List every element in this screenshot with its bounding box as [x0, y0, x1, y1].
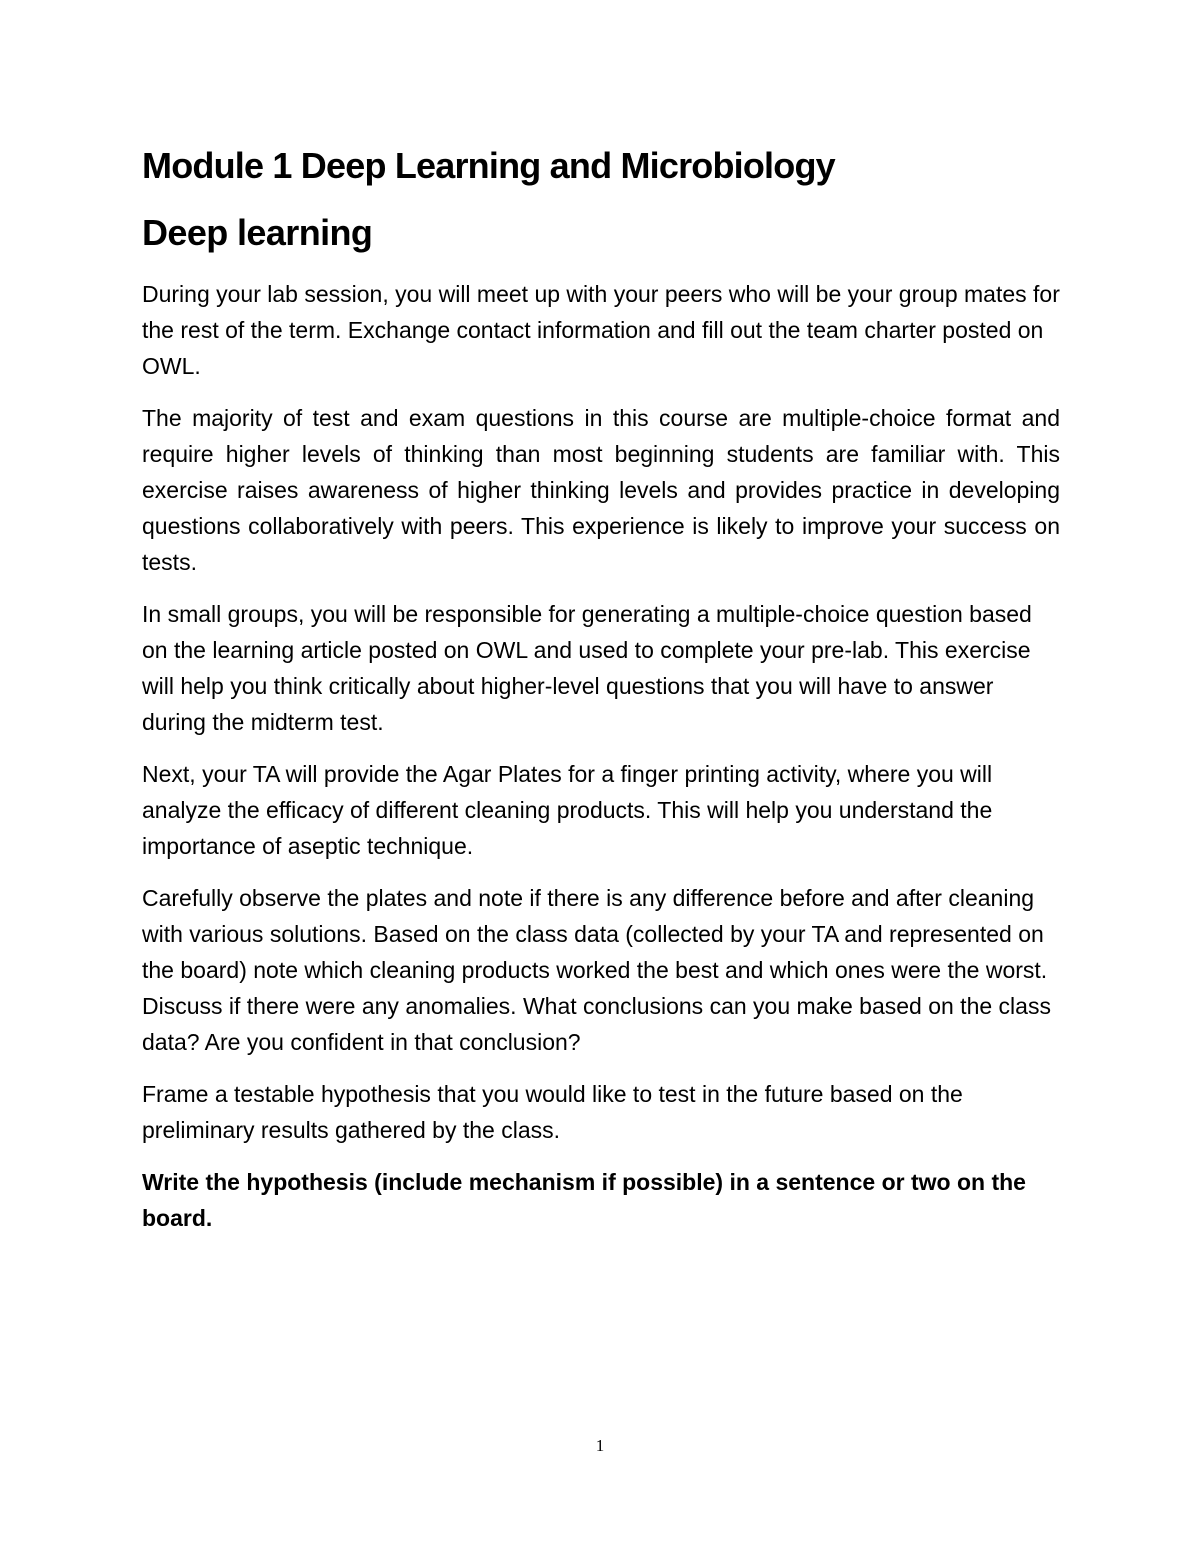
- paragraph-observe-plates: Carefully observe the plates and note if there is any difference before and after cleaning with various solutions. Based on the class data (collected by your TA and represented on the board) note which cleaning products worked the best and which ones were the worst. Discuss if there were any anomalies. What conclusions can you make based on the class data? Are you confident in that conclusion?: [142, 885, 1051, 1055]
- section-heading: Deep learning: [142, 212, 373, 253]
- paragraph-frame-hypothesis: Frame a testable hypothesis that you would like to test in the future based on the preliminary results gathered by the class.: [142, 1081, 963, 1143]
- paragraph-small-groups: In small groups, you will be responsible for generating a multiple-choice question based on the learning article posted on OWL and used to complete your pre-lab. This exercise will help you think critically about higher-level questions that you will have to answer during the midterm test.: [142, 601, 1032, 735]
- document-page: [142, 140, 1060, 1252]
- paragraph-exam-questions: The majority of test and exam questions in this course are multiple-choice format and require higher levels of thinking than most beginning students are familiar with. This exercise raises awareness of higher thinking levels and provides practice in developing questions collaboratively with peers. This experience is likely to improve your success on tests.: [142, 405, 1060, 575]
- paragraph-agar-plates: Next, your TA will provide the Agar Plates for a finger printing activity, where you will analyze the efficacy of different cleaning products. This will help you understand the importance of aseptic technique.: [142, 761, 993, 859]
- document-title: Module 1 Deep Learning and Microbiology: [142, 145, 835, 186]
- page-number: 1: [595, 1436, 605, 1455]
- instruction-write-hypothesis: Write the hypothesis (include mechanism if possible) in a sentence or two on the board.: [142, 1169, 1026, 1231]
- paragraph-lab-session: During your lab session, you will meet up with your peers who will be your group mates for the rest of the term. Exchange contact information and fill out the team charter posted on OWL.: [142, 281, 1060, 379]
